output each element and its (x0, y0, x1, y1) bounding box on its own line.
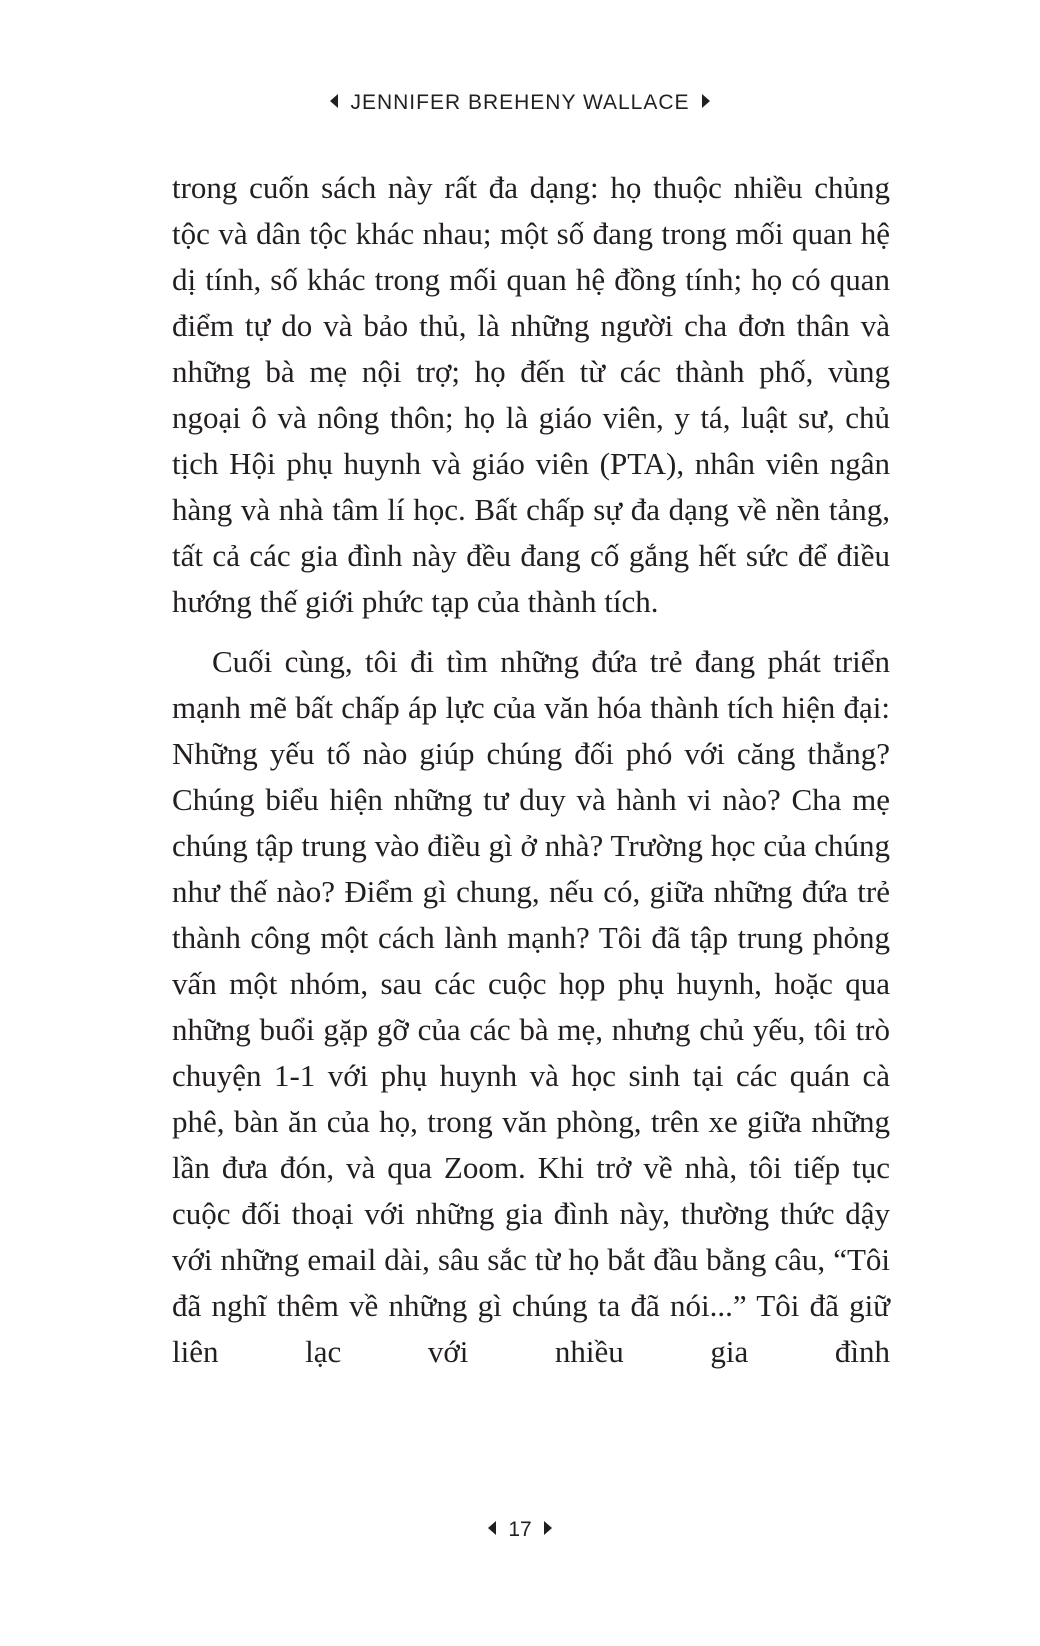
triangle-right-icon (702, 94, 710, 108)
triangle-left-icon (330, 94, 338, 108)
triangle-right-icon (544, 1521, 552, 1535)
page-number: 17 (508, 1518, 532, 1541)
page-footer (0, 1515, 1040, 1545)
paragraph-2: Cuối cùng, tôi đi tìm những đứa trẻ đang phát triển mạnh mẽ bất chấp áp lực của văn hóa thành tích hiện đại: Những yếu tố nào giúp chúng đối phó với căng thẳng? Chúng biểu hiện những tư duy và hành vi nào? Cha mẹ chúng tập trung vào điều gì ở nhà? Trường học của chúng như thế nào? Điểm gì chung, nếu có, giữa những đứa trẻ thành công một cách lành mạnh? Tôi đã tập trung phỏng vấn một nhóm, sau các cuộc họp phụ huynh, hoặc qua những buổi gặp gỡ của các bà mẹ, nhưng chủ yếu, tôi trò chuyện 1-1 với phụ huynh và học sinh tại các quán cà phê, bàn ăn của họ, trong văn phòng, trên xe giữa những lần đưa đón, và qua Zoom. Khi trở về nhà, tôi tiếp tục cuộc đối thoại với những gia đình này, thường thức dậy với những email dài, sâu sắc từ họ bắt đầu bằng câu, “Tôi đã nghĩ thêm về những gì chúng ta đã nói...” Tôi đã giữ liên lạc với nhiều gia đình (172, 644, 890, 1369)
page-body (172, 165, 890, 1375)
running-header (0, 88, 1040, 118)
paragraph-1: trong cuốn sách này rất đa dạng: họ thuộc nhiều chủng tộc và dân tộc khác nhau; một số đang trong mối quan hệ dị tính, số khác trong mối quan hệ đồng tính; họ có quan điểm tự do và bảo thủ, là những người cha đơn thân và những bà mẹ nội trợ; họ đến từ các thành phố, vùng ngoại ô và nông thôn; họ là giáo viên, y tá, luật sư, chủ tịch Hội phụ huynh và giáo viên (PTA), nhân viên ngân hàng và nhà tâm lí học. Bất chấp sự đa dạng về nền tảng, tất cả các gia đình này đều đang cố gắng hết sức để điều hướng thế giới phức tạp của thành tích. (172, 170, 890, 619)
triangle-left-icon (488, 1521, 496, 1535)
header-author: JENNIFER BREHENY WALLACE (350, 91, 690, 114)
